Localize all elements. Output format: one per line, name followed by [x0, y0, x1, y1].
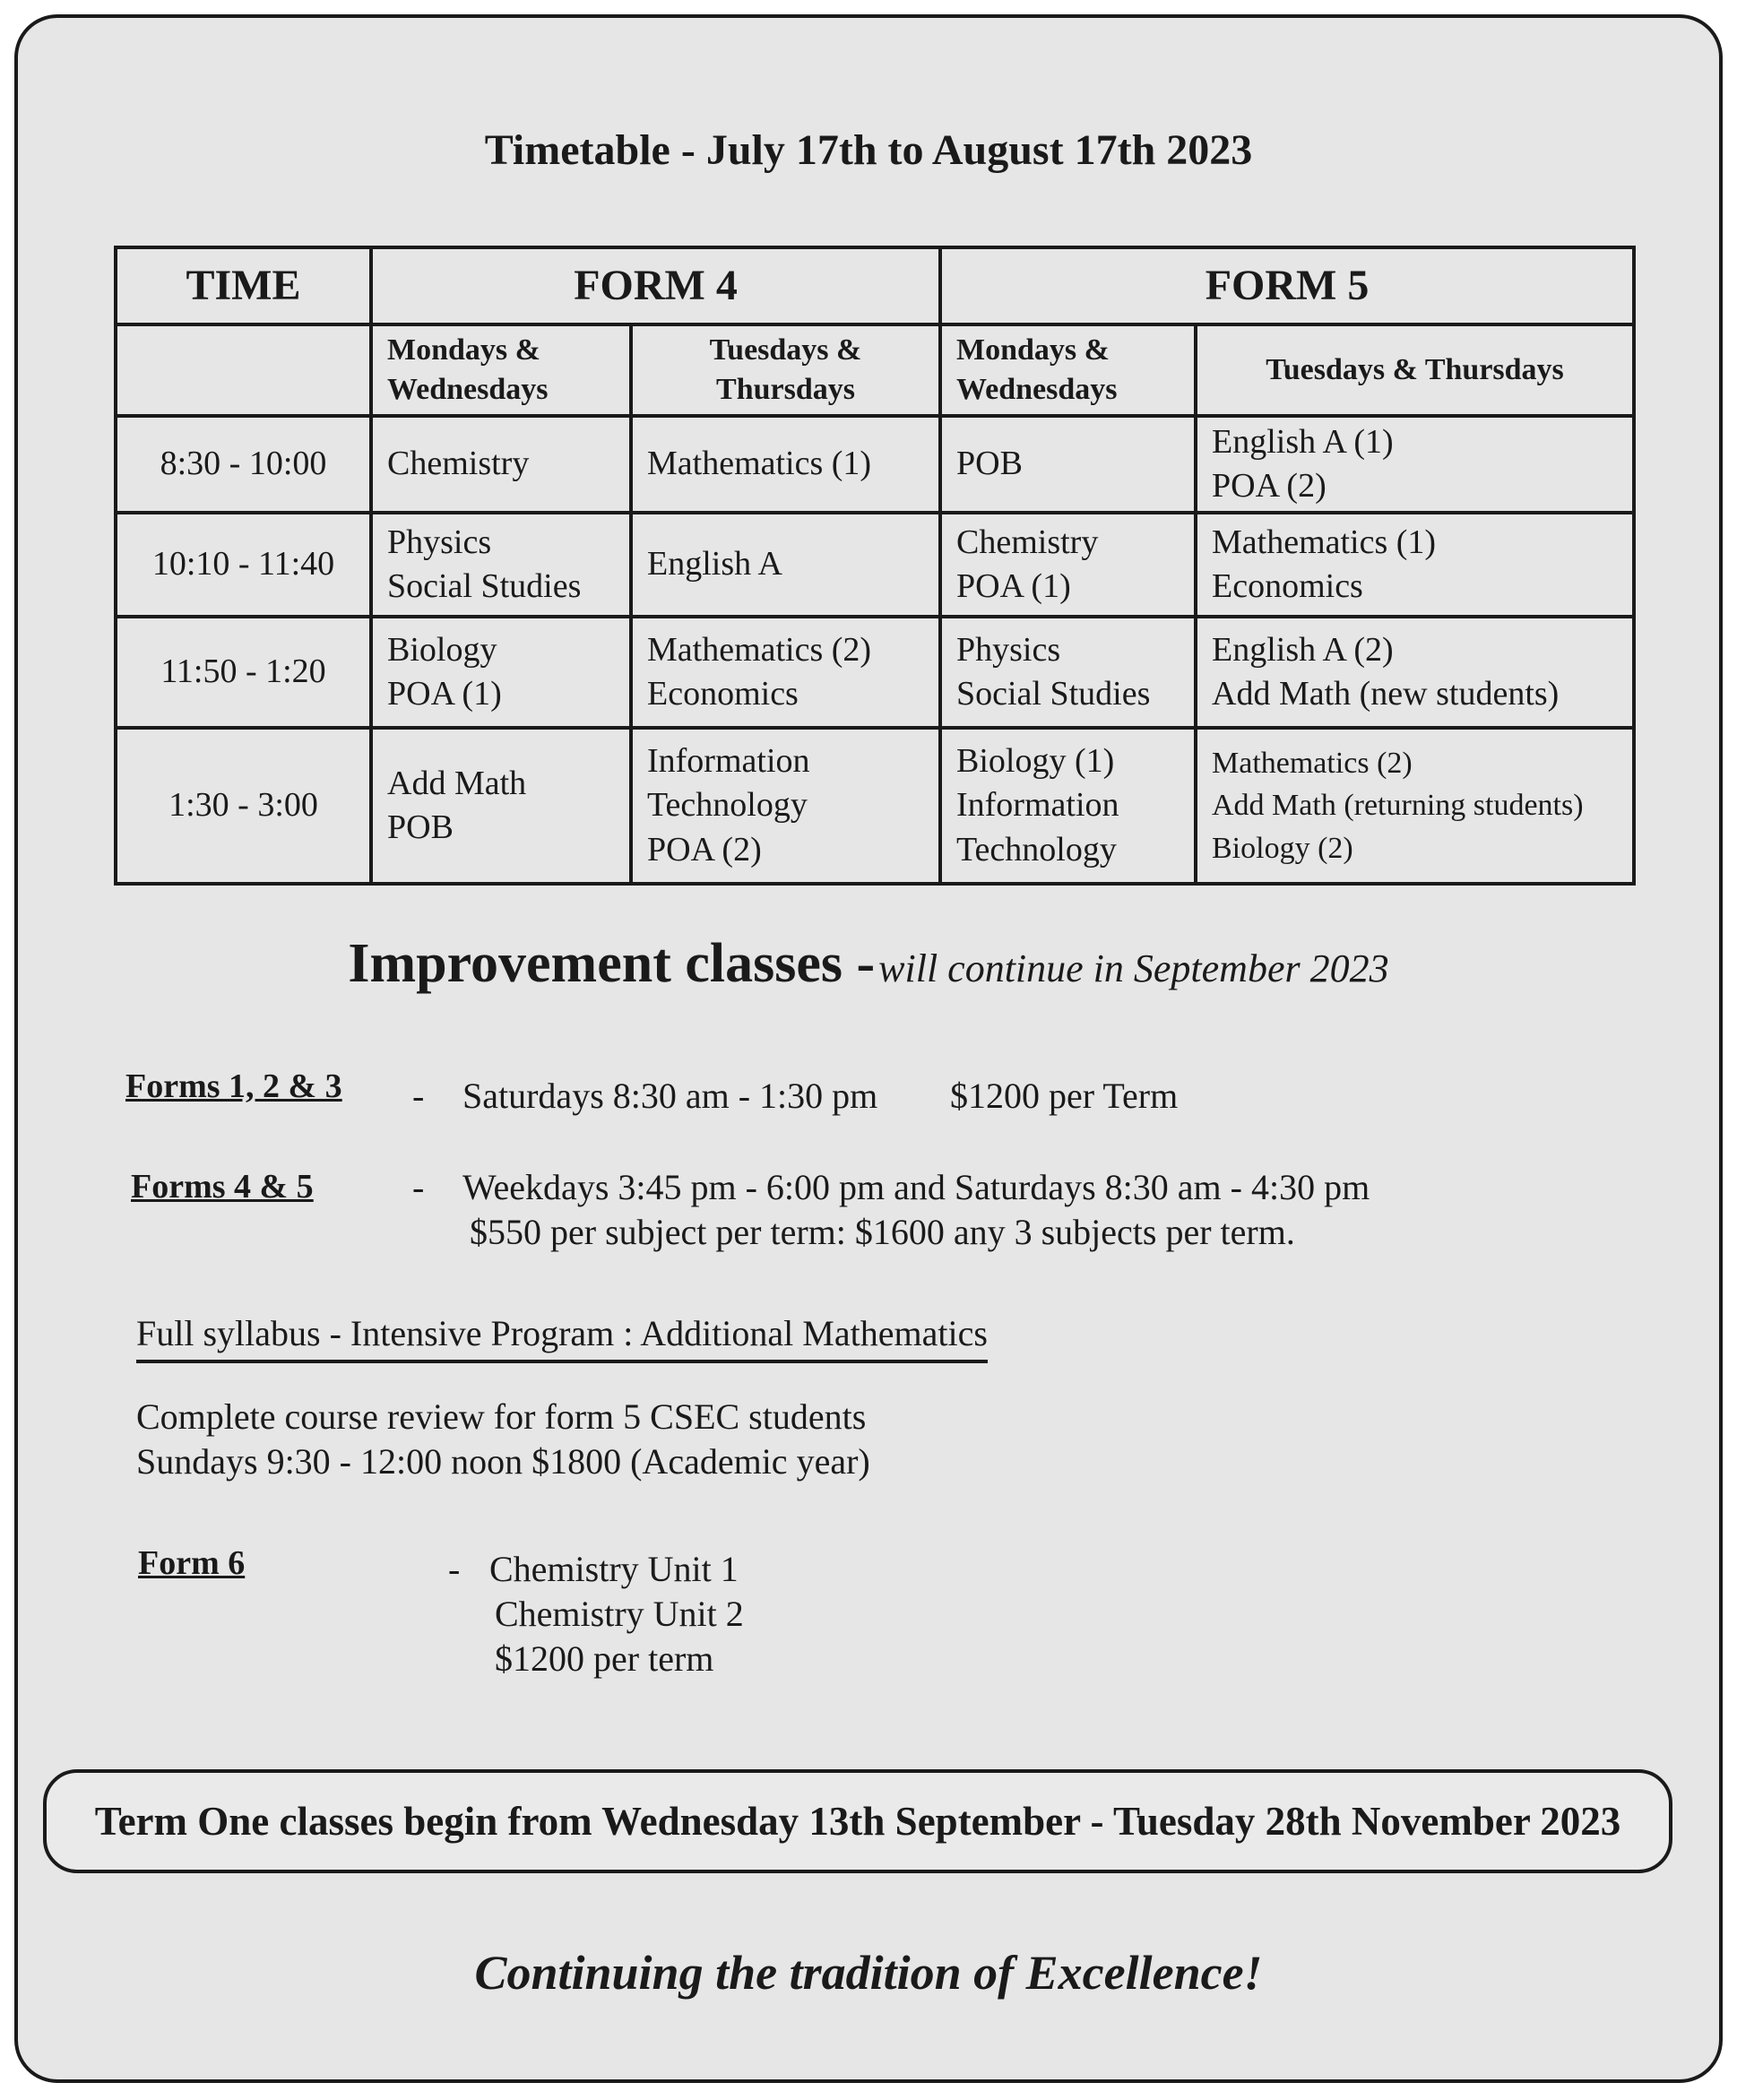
table-row [116, 416, 1634, 513]
form6-item: $1200 per term [495, 1638, 714, 1679]
subject-line: Information [647, 741, 810, 780]
subject-cell [940, 617, 1196, 728]
subject-line: POB [956, 445, 1023, 483]
timetable-header-row [116, 247, 1634, 324]
subject-line: Mathematics (2) [1212, 746, 1413, 780]
subject-line: English A (1) [1212, 422, 1394, 461]
f4-tt-header-line: Thursdays [716, 373, 855, 406]
subject-line: Biology (1) [956, 741, 1115, 780]
subject-cell [631, 728, 940, 884]
subject-line: Technology [956, 830, 1117, 869]
f5-mw-header-line: Wednesdays [956, 373, 1118, 406]
subject-line: Physics [956, 630, 1061, 669]
f5-tt-header: Tuesdays & Thursdays [1196, 324, 1634, 416]
form6-label: Form 6 [138, 1544, 246, 1582]
time-cell: 8:30 - 10:00 [116, 416, 371, 513]
forms123-schedule: Saturdays 8:30 am - 1:30 pm [462, 1076, 878, 1116]
subject-line: POA (1) [387, 675, 502, 713]
time-cell: 11:50 - 1:20 [116, 617, 371, 728]
subject-cell [371, 728, 631, 884]
syllabus-line1: Complete course review for form 5 CSEC students [136, 1396, 867, 1437]
subject-line: Technology [647, 786, 808, 825]
subject-line: Chemistry [387, 445, 530, 483]
improvement-note: will continue in September 2023 [878, 946, 1389, 990]
table-row [116, 513, 1634, 617]
subject-cell [1196, 416, 1634, 513]
f4-tt-header [631, 324, 940, 416]
f5-mw-header [940, 324, 1196, 416]
subject-line: Information [956, 786, 1119, 825]
subject-line: Physics [387, 523, 492, 561]
time-header: TIME [116, 247, 371, 324]
subject-cell [631, 617, 940, 728]
subject-line: Social Studies [387, 567, 582, 605]
subject-cell [371, 617, 631, 728]
subject-line: English A [647, 545, 782, 583]
forms123-label: Forms 1, 2 & 3 [125, 1067, 342, 1105]
subject-line: POA (1) [956, 567, 1071, 605]
table-row [116, 728, 1634, 884]
subject-line: Add Math (new students) [1212, 675, 1560, 713]
subject-line: English A (2) [1212, 630, 1394, 669]
time-cell: 10:10 - 11:40 [116, 513, 371, 617]
subject-line: POB [387, 808, 454, 846]
form6-item: Chemistry Unit 2 [495, 1594, 744, 1634]
forms45-line1: Weekdays 3:45 pm - 6:00 pm and Saturdays 8:30 am - 4:30 pm [462, 1167, 1370, 1207]
forms45-label: Forms 4 & 5 [131, 1168, 314, 1206]
f4-mw-header-line: Wednesdays [387, 373, 549, 406]
syllabus-heading: Full syllabus - Intensive Program : Additional Mathematics [136, 1312, 988, 1363]
subject-cell [631, 416, 940, 513]
subject-line: Chemistry [956, 523, 1099, 561]
subject-line: POA (2) [1212, 467, 1327, 505]
subject-line: Economics [647, 675, 799, 713]
subject-line: Economics [1212, 567, 1363, 605]
time-cell: 1:30 - 3:00 [116, 728, 371, 884]
improvement-title: Improvement classes - [348, 933, 876, 994]
f4-mw-header-line: Mondays & [387, 333, 540, 367]
form4-header: FORM 4 [371, 247, 940, 324]
improvement-heading [0, 932, 1737, 996]
subject-cell [940, 416, 1196, 513]
subject-line: Mathematics (1) [1212, 523, 1437, 561]
term-banner [43, 1769, 1672, 1873]
subject-cell [631, 513, 940, 617]
subject-line: POA (2) [647, 830, 762, 869]
subject-line: Mathematics (2) [647, 630, 872, 669]
subject-cell [1196, 617, 1634, 728]
term-banner-text: Term One classes begin from Wednesday 13th September - Tuesday 28th November 2023 [94, 1799, 1621, 1844]
subject-line: Social Studies [956, 675, 1151, 713]
forms45-line2: $550 per subject per term: $1600 any 3 subjects per term. [470, 1212, 1295, 1252]
syllabus-line2: Sundays 9:30 - 12:00 noon $1800 (Academic year) [136, 1441, 870, 1482]
subject-cell [1196, 513, 1634, 617]
f5-mw-header-line: Mondays & [956, 333, 1110, 367]
form6-item: Chemistry Unit 1 [489, 1549, 739, 1589]
page-title: Timetable - July 17th to August 17th 2023 [484, 126, 1253, 174]
forms45-dash: - [412, 1167, 425, 1207]
slogan: Continuing the tradition of Excellence! [474, 1946, 1263, 2000]
subject-line: Add Math (returning students) [1212, 789, 1584, 823]
subject-line: Mathematics (1) [647, 445, 872, 483]
f4-mw-header [371, 324, 631, 416]
timetable-days-row [116, 324, 1634, 416]
timetable [114, 246, 1636, 886]
forms123-dash: - [412, 1076, 425, 1116]
forms123-price: $1200 per Term [950, 1076, 1179, 1116]
subject-line: Biology [387, 630, 497, 669]
f4-tt-header-line: Tuesdays & [709, 333, 862, 367]
subject-line: Biology (2) [1212, 831, 1353, 865]
form6-dash: - [448, 1549, 461, 1589]
subject-cell [371, 513, 631, 617]
form5-header: FORM 5 [940, 247, 1634, 324]
subject-cell [1196, 728, 1634, 884]
subject-cell [940, 728, 1196, 884]
days-blank-cell [116, 324, 371, 416]
table-row [116, 617, 1634, 728]
subject-cell [371, 416, 631, 513]
subject-line: Add Math [387, 764, 527, 802]
subject-cell [940, 513, 1196, 617]
